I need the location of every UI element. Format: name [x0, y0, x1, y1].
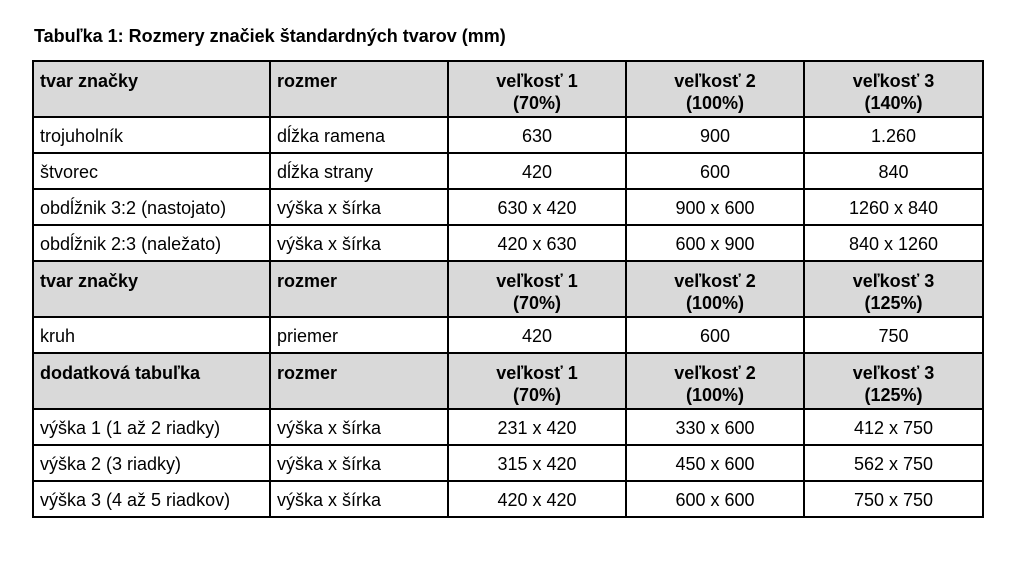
- header-cell-size-3: [804, 261, 983, 317]
- cell-dimension: priemer: [270, 317, 448, 353]
- cell-size-1: 420 x 630: [448, 225, 626, 261]
- header-cell-dimension: rozmer: [270, 61, 448, 117]
- table-row: [33, 317, 983, 353]
- dimensions-table: [32, 60, 984, 518]
- cell-size-3: 840: [804, 153, 983, 189]
- header-cell-size-2: [626, 261, 804, 317]
- size-percent: (125%): [864, 385, 923, 405]
- cell-size-3: 562 x 750: [804, 445, 983, 481]
- cell-size-2: 600: [626, 153, 804, 189]
- cell-dimension: výška x šírka: [270, 189, 448, 225]
- header-cell-dimension: rozmer: [270, 353, 448, 409]
- cell-size-1: 420: [448, 317, 626, 353]
- header-cell-dimension: rozmer: [270, 261, 448, 317]
- cell-dimension: výška x šírka: [270, 409, 448, 445]
- size-percent: (100%): [685, 93, 745, 113]
- cell-dimension: výška x šírka: [270, 481, 448, 517]
- size-label: veľkosť 2: [674, 363, 756, 383]
- cell-size-3: 1.260: [804, 117, 983, 153]
- cell-shape: kruh: [33, 317, 270, 353]
- table-row: [33, 445, 983, 481]
- header-cell-size-1: [448, 261, 626, 317]
- cell-size-2: 330 x 600: [626, 409, 804, 445]
- size-percent: (140%): [864, 93, 923, 113]
- cell-size-3: 750 x 750: [804, 481, 983, 517]
- cell-shape: výška 3 (4 až 5 riadkov): [33, 481, 270, 517]
- cell-size-1: 315 x 420: [448, 445, 626, 481]
- size-percent: (100%): [685, 293, 745, 313]
- table-row: [33, 225, 983, 261]
- cell-size-1: 630: [448, 117, 626, 153]
- table-row: [33, 117, 983, 153]
- cell-size-2: 600 x 600: [626, 481, 804, 517]
- header-cell-shape: tvar značky: [33, 261, 270, 317]
- cell-size-2: 900 x 600: [626, 189, 804, 225]
- table-row: [33, 153, 983, 189]
- cell-shape: výška 2 (3 riadky): [33, 445, 270, 481]
- cell-size-1: 630 x 420: [448, 189, 626, 225]
- cell-size-3: 412 x 750: [804, 409, 983, 445]
- table-body: [33, 61, 983, 517]
- size-label: veľkosť 2: [674, 271, 756, 291]
- table-caption: Tabuľka 1: Rozmery značiek štandardných tvarov (mm): [34, 26, 506, 46]
- cell-shape: štvorec: [33, 153, 270, 189]
- size-label: veľkosť 1: [496, 363, 578, 383]
- size-label: veľkosť 3: [852, 363, 935, 383]
- table-row: [33, 189, 983, 225]
- header-cell-shape: tvar značky: [33, 61, 270, 117]
- cell-size-1: 420 x 420: [448, 481, 626, 517]
- cell-size-3: 840 x 1260: [804, 225, 983, 261]
- cell-dimension: výška x šírka: [270, 225, 448, 261]
- header-cell-size-1: [448, 353, 626, 409]
- header-cell-size-3: [804, 61, 983, 117]
- size-label: veľkosť 3: [852, 71, 935, 91]
- cell-shape: výška 1 (1 až 2 riadky): [33, 409, 270, 445]
- table-row: [33, 481, 983, 517]
- size-label: veľkosť 3: [852, 271, 935, 291]
- size-percent: (70%): [512, 293, 561, 313]
- cell-shape: obdĺžnik 2:3 (naležato): [33, 225, 270, 261]
- cell-dimension: dĺžka strany: [270, 153, 448, 189]
- header-cell-size-2: [626, 353, 804, 409]
- cell-size-2: 600 x 900: [626, 225, 804, 261]
- header-cell-size-2: [626, 61, 804, 117]
- table-row: [33, 409, 983, 445]
- header-row: [33, 353, 983, 409]
- cell-shape: obdĺžnik 3:2 (nastojato): [33, 189, 270, 225]
- header-cell-size-3: [804, 353, 983, 409]
- cell-size-2: 900: [626, 117, 804, 153]
- cell-size-1: 231 x 420: [448, 409, 626, 445]
- cell-dimension: výška x šírka: [270, 445, 448, 481]
- header-row: [33, 261, 983, 317]
- header-cell-size-1: [448, 61, 626, 117]
- header-row: [33, 61, 983, 117]
- size-percent: (100%): [685, 385, 745, 405]
- cell-size-3: 750: [804, 317, 983, 353]
- cell-size-2: 450 x 600: [626, 445, 804, 481]
- size-percent: (70%): [512, 93, 561, 113]
- cell-size-2: 600: [626, 317, 804, 353]
- size-percent: (70%): [512, 385, 561, 405]
- header-cell-shape: dodatková tabuľka: [33, 353, 270, 409]
- cell-size-3: 1260 x 840: [804, 189, 983, 225]
- cell-dimension: dĺžka ramena: [270, 117, 448, 153]
- cell-size-1: 420: [448, 153, 626, 189]
- cell-shape: trojuholník: [33, 117, 270, 153]
- size-percent: (125%): [864, 293, 923, 313]
- size-label: veľkosť 1: [496, 271, 578, 291]
- size-label: veľkosť 1: [496, 71, 578, 91]
- size-label: veľkosť 2: [674, 71, 756, 91]
